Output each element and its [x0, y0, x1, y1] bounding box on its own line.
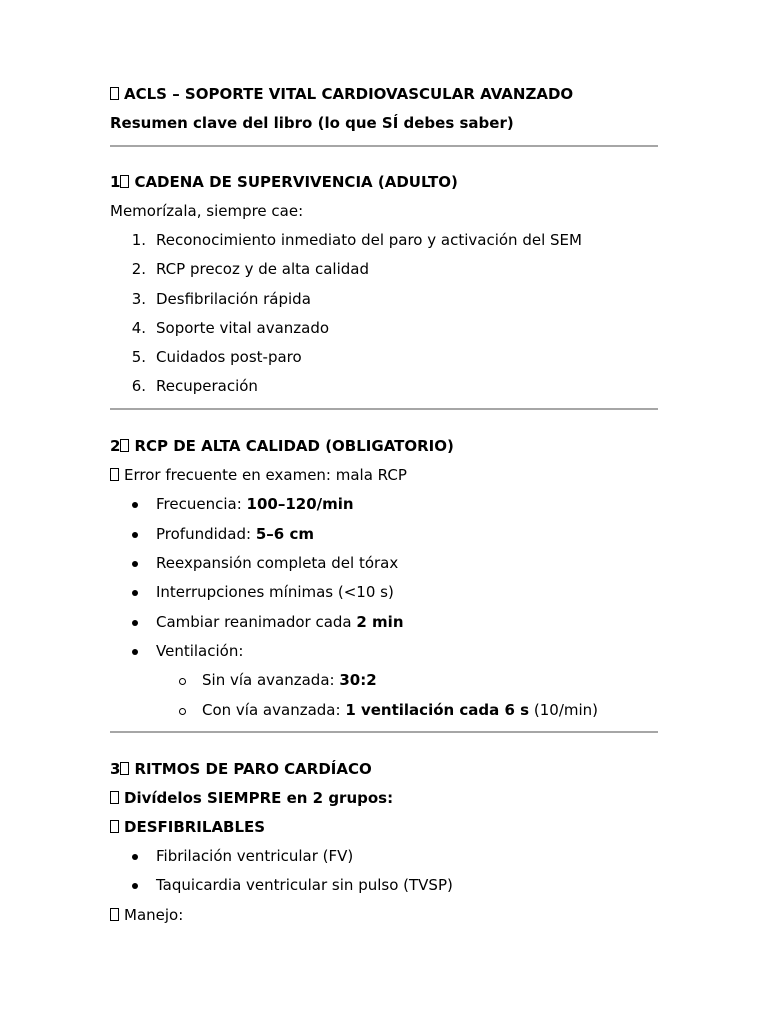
keycap-placeholder-icon [120, 439, 129, 452]
list-number: 1. [131, 231, 146, 249]
list-text: Desfibrilación rápida [156, 290, 311, 308]
keycap-placeholder-icon [120, 762, 129, 775]
list-number: 3. [131, 290, 146, 308]
groups-text: Divídelos SIEMPRE en 2 grupos: [124, 789, 394, 807]
keycap-placeholder-icon [120, 175, 129, 188]
bullet-icon [132, 620, 138, 626]
bullet-icon [132, 502, 138, 508]
bullet-icon [132, 561, 138, 567]
section-1-intro: Memorízala, siempre cae: [110, 202, 304, 220]
list-text: Reconocimiento inmediato del paro y activación del SEM [156, 231, 582, 249]
bullet-icon [132, 532, 138, 538]
list-text: Profundidad: 5–6 cm [156, 525, 314, 543]
list-text: Reexpansión completa del tórax [156, 554, 399, 572]
list-text: Cambiar reanimador cada 2 min [156, 613, 404, 631]
emoji-placeholder-icon [110, 87, 119, 100]
section-heading-text: RITMOS DE PARO CARDÍACO [134, 760, 372, 778]
list-text: Cuidados post-paro [156, 348, 302, 366]
section-3-heading [110, 760, 372, 778]
bullet-icon [132, 854, 138, 860]
manejo-text: Manejo: [124, 906, 184, 924]
bullet-icon [132, 883, 138, 889]
list-text: Taquicardia ventricular sin pulso (TVSP) [156, 876, 453, 894]
section-1-heading [110, 173, 458, 191]
manejo-line [110, 906, 183, 924]
groups-line [110, 789, 393, 807]
arrow-placeholder-icon [110, 908, 119, 921]
section-heading-text: CADENA DE SUPERVIVENCIA (ADULTO) [134, 173, 458, 191]
section-number: 3 [110, 760, 121, 778]
list-text: Soporte vital avanzado [156, 319, 330, 337]
list-number: 5. [131, 348, 146, 366]
list-text: Interrupciones mínimas (<10 s) [156, 583, 394, 601]
lightning-placeholder-icon [110, 820, 119, 833]
list-number: 6. [131, 377, 146, 395]
list-text: Recuperación [156, 377, 258, 395]
intro-text: Error frecuente en examen: mala RCP [124, 466, 407, 484]
list-number: 4. [131, 319, 146, 337]
pin-placeholder-icon [110, 791, 119, 804]
section-2-heading [110, 437, 454, 455]
section-2-intro [110, 466, 407, 484]
group-text: DESFIBRILABLES [124, 818, 266, 836]
bullet-icon [132, 649, 138, 655]
section-number: 2 [110, 437, 121, 455]
divider [110, 731, 658, 733]
document-title [110, 85, 573, 103]
list-text: Fibrilación ventricular (FV) [156, 847, 354, 865]
title-text: ACLS – SOPORTE VITAL CARDIOVASCULAR AVANZADO [124, 85, 574, 103]
list-text: RCP precoz y de alta calidad [156, 260, 369, 278]
circle-bullet-icon [179, 678, 186, 685]
divider [110, 145, 658, 147]
list-text: Sin vía avanzada: 30:2 [202, 671, 377, 689]
bullet-icon [132, 590, 138, 596]
list-text: Ventilación: [156, 642, 244, 660]
list-number: 2. [131, 260, 146, 278]
list-text: Frecuencia: 100–120/min [156, 495, 354, 513]
section-heading-text: RCP DE ALTA CALIDAD (OBLIGATORIO) [134, 437, 454, 455]
warning-placeholder-icon [110, 468, 119, 481]
document-subtitle: Resumen clave del libro (lo que SÍ debes saber) [110, 114, 514, 132]
group-1-heading [110, 818, 265, 836]
circle-bullet-icon [179, 708, 186, 715]
section-number: 1 [110, 173, 121, 191]
divider [110, 408, 658, 410]
list-text: Con vía avanzada: 1 ventilación cada 6 s (10/min) [202, 701, 599, 719]
